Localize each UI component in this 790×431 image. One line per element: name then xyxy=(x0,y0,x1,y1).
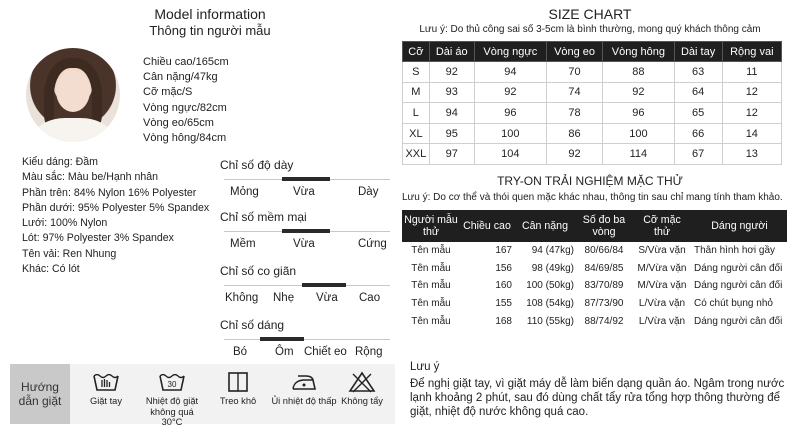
column-header: Vòng eo xyxy=(546,42,602,62)
table-row xyxy=(402,277,787,295)
table-cell: 80/66/84 xyxy=(584,245,624,257)
table-cell: 63 xyxy=(674,62,722,83)
softness-scale xyxy=(220,210,390,252)
table-cell: Tên mẫu xyxy=(411,298,451,310)
table-cell: 94 (47kg) xyxy=(531,245,574,257)
table-cell: 168 xyxy=(495,315,512,327)
table-cell: L xyxy=(403,103,430,124)
low-iron-icon xyxy=(289,370,319,394)
fit-scale-title: Chỉ số dáng xyxy=(220,318,285,332)
care-label: Ủi nhiệt độ thấp xyxy=(271,396,337,406)
measure-weight: Cân nặng/47kg xyxy=(143,71,218,84)
table-cell: M xyxy=(403,82,430,103)
table-cell: 114 xyxy=(603,144,674,165)
table-cell: 86 xyxy=(546,123,602,144)
model-info-subtitle: Thông tin người mẫu xyxy=(149,23,271,38)
scale-label: Mỏng xyxy=(230,186,259,198)
table-cell: L/Vừa vặn xyxy=(638,315,686,327)
column-header: Dài tay xyxy=(674,42,722,62)
table-cell: XL xyxy=(403,123,430,144)
column-header: Vòng hông xyxy=(603,42,674,62)
column-header: Dáng người xyxy=(692,210,787,242)
table-cell: 13 xyxy=(722,144,781,165)
table-cell: Tên mẫu xyxy=(411,315,451,327)
table-cell: 87/73/90 xyxy=(584,298,624,310)
table-row xyxy=(402,295,787,313)
tryon-table xyxy=(402,210,787,330)
care-item-wash-30 xyxy=(139,370,205,428)
table-cell: Có chút bụng nhỏ xyxy=(694,298,773,310)
fit-scale xyxy=(220,318,390,360)
table-cell: L/Vừa vặn xyxy=(638,298,686,310)
wash-30-icon xyxy=(157,370,187,394)
table-cell: Tên mẫu xyxy=(411,262,451,274)
table-cell: 65 xyxy=(674,103,722,124)
product-features xyxy=(22,155,209,277)
size-chart-header-row xyxy=(403,42,782,62)
column-header: Cỡ mặc thử xyxy=(632,210,692,242)
table-cell: Tên mẫu xyxy=(411,280,451,292)
table-cell: 104 xyxy=(474,144,546,165)
column-header: Chiều cao xyxy=(460,210,514,242)
table-cell: 12 xyxy=(722,82,781,103)
scale-label: Chiết eo xyxy=(304,346,347,358)
tryon-header-row xyxy=(402,210,787,242)
wash-temp-text: 30 xyxy=(167,380,177,389)
column-header: Dài áo xyxy=(429,42,474,62)
table-cell: Dáng người cân đối xyxy=(694,262,783,274)
table-cell: 160 xyxy=(495,280,512,292)
feature-color: Màu sắc: Màu be/Hạnh nhân xyxy=(22,171,159,184)
table-cell: 92 xyxy=(546,144,602,165)
scale-label: Rộng xyxy=(355,346,383,358)
feature-bottom: Phần dưới: 95% Polyester 5% Spandex xyxy=(22,201,210,214)
tryon-note: Lưu ý: Do cơ thể và thói quen mặc khác nhau, thông tin sau chỉ mang tính tham khảo. xyxy=(402,192,783,203)
thickness-scale-marker xyxy=(282,177,330,181)
table-cell: 98 (49kg) xyxy=(531,262,574,274)
table-cell: 88 xyxy=(603,62,674,83)
softness-scale-marker xyxy=(282,229,330,233)
care-label: Nhiệt độ giặt không quá 30°C xyxy=(145,396,199,427)
scale-label: Không xyxy=(225,292,259,304)
table-row xyxy=(402,242,787,260)
table-cell: 12 xyxy=(722,103,781,124)
table-row xyxy=(403,103,782,124)
measure-bust: Vòng ngực/82cm xyxy=(143,101,227,114)
softness-scale-title: Chỉ số mềm mại xyxy=(220,210,307,224)
table-cell: Dáng người cân đối xyxy=(694,315,783,327)
column-header: Cân nặng xyxy=(514,210,576,242)
care-label: Giặt tay xyxy=(89,396,123,406)
measure-waist: Vòng eo/65cm xyxy=(143,116,214,129)
table-cell: 100 (50kg) xyxy=(526,280,574,292)
feature-lining: Lót: 97% Polyester 3% Spandex xyxy=(22,232,174,245)
column-header: Rộng vai xyxy=(722,42,781,62)
table-cell: 167 xyxy=(495,245,512,257)
table-cell: 67 xyxy=(674,144,722,165)
table-cell: 92 xyxy=(429,62,474,83)
size-chart-note: Lưu ý: Do thủ công sai số 3-5cm là bình thường, mong quý khách thông cảm xyxy=(419,24,761,35)
table-cell: 88/74/92 xyxy=(584,315,624,327)
table-cell: XXL xyxy=(403,144,430,165)
model-info-title: Model information xyxy=(154,6,266,22)
note-title: Lưu ý xyxy=(410,361,440,373)
care-item-hang-dry xyxy=(205,370,271,407)
feature-style: Kiểu dáng: Đầm xyxy=(22,156,98,168)
table-row xyxy=(403,82,782,103)
feature-fabric: Tên vải: Ren Nhung xyxy=(22,247,117,260)
table-cell: 96 xyxy=(603,103,674,124)
table-cell: Thân hình hơi gầy xyxy=(694,245,776,257)
measure-height: Chiều cao/165cm xyxy=(143,56,229,68)
table-cell: 94 xyxy=(429,103,474,124)
scale-label: Bó xyxy=(233,346,248,358)
scale-label: Nhẹ xyxy=(273,292,295,304)
table-cell: 74 xyxy=(546,82,602,103)
thickness-scale-title: Chỉ số độ dày xyxy=(220,158,294,172)
table-cell: 108 (54kg) xyxy=(526,298,574,310)
model-info-heading xyxy=(110,6,310,39)
fit-scale-marker xyxy=(260,337,304,341)
table-cell: S xyxy=(403,62,430,83)
care-label: Không tẩy xyxy=(341,396,383,406)
table-cell: 94 xyxy=(474,62,546,83)
measure-size: Cỡ mặc/S xyxy=(143,86,193,99)
scale-label: Vừa xyxy=(293,186,315,198)
model-avatar xyxy=(26,48,120,142)
table-cell: 92 xyxy=(474,82,546,103)
size-chart-table xyxy=(402,41,782,165)
table-cell: Dáng người cân đối xyxy=(694,280,783,292)
table-cell: M/Vừa vặn xyxy=(637,262,687,274)
table-row xyxy=(403,123,782,144)
measure-hip: Vòng hông/84cm xyxy=(143,132,227,145)
table-cell: 155 xyxy=(495,298,512,310)
table-cell: 156 xyxy=(495,262,512,274)
care-title: Hướng dẫn giặt xyxy=(10,364,70,424)
feature-mesh: Lưới: 100% Nylon xyxy=(22,217,108,230)
table-cell: 95 xyxy=(429,123,474,144)
hang-dry-icon xyxy=(223,370,253,394)
care-item-low-iron xyxy=(271,370,337,407)
table-cell: 70 xyxy=(546,62,602,83)
table-cell: M/Vừa vặn xyxy=(637,280,687,292)
table-cell: 92 xyxy=(603,82,674,103)
note-body: Để nghị giặt tay, vì giặt máy dễ làm biến dạng quần áo. Ngâm trong nước lạnh khoảng 2 phút, sau đó dùng chất tẩy rửa tổng hợp thông thường để giặt, nhiệt độ nước không quá cao. xyxy=(410,378,785,419)
stretch-scale xyxy=(220,264,390,306)
table-row xyxy=(402,260,787,278)
feature-other: Khác: Có lót xyxy=(22,263,80,276)
table-row xyxy=(402,312,787,330)
table-cell: S/Vừa vặn xyxy=(638,245,686,257)
scale-label: Vừa xyxy=(293,238,315,250)
model-measurements xyxy=(143,55,229,146)
table-cell: 110 (55kg) xyxy=(526,315,574,327)
table-cell: 97 xyxy=(429,144,474,165)
no-bleach-icon xyxy=(347,370,377,394)
scale-label: Ôm xyxy=(275,346,294,358)
table-cell: 93 xyxy=(429,82,474,103)
stretch-scale-title: Chỉ số co giãn xyxy=(220,264,297,278)
tryon-title: TRY-ON TRẢI NGHIỆM MẶC THỬ xyxy=(497,174,683,188)
care-item-hand-wash xyxy=(73,370,139,407)
table-cell: 96 xyxy=(474,103,546,124)
scale-label: Dày xyxy=(358,186,379,198)
care-instructions xyxy=(10,364,395,427)
table-cell: Tên mẫu xyxy=(411,245,451,257)
scale-label: Vừa xyxy=(316,292,338,304)
hand-wash-icon xyxy=(91,370,121,394)
size-chart-title: SIZE CHART xyxy=(548,6,632,22)
table-cell: 11 xyxy=(722,62,781,83)
table-row xyxy=(403,144,782,165)
column-header: Người mẫu thử xyxy=(402,210,460,242)
table-cell: 14 xyxy=(722,123,781,144)
care-label: Treo khô xyxy=(219,396,257,406)
stretch-scale-marker xyxy=(302,283,346,287)
table-cell: 100 xyxy=(603,123,674,144)
care-item-no-bleach xyxy=(329,370,395,407)
column-header: Cỡ xyxy=(403,42,430,62)
column-header: Vòng ngực xyxy=(474,42,546,62)
table-cell: 84/69/85 xyxy=(584,262,624,274)
scale-label: Cứng xyxy=(358,238,387,250)
table-cell: 83/70/89 xyxy=(584,280,624,292)
thickness-scale xyxy=(220,158,390,200)
table-row xyxy=(403,62,782,83)
table-cell: 66 xyxy=(674,123,722,144)
feature-top: Phần trên: 84% Nylon 16% Polyester xyxy=(22,186,197,199)
table-cell: 78 xyxy=(546,103,602,124)
column-header: Số đo ba vòng xyxy=(576,210,632,242)
table-cell: 64 xyxy=(674,82,722,103)
scale-label: Mềm xyxy=(230,238,256,250)
table-cell: 100 xyxy=(474,123,546,144)
scale-label: Cao xyxy=(359,292,381,304)
